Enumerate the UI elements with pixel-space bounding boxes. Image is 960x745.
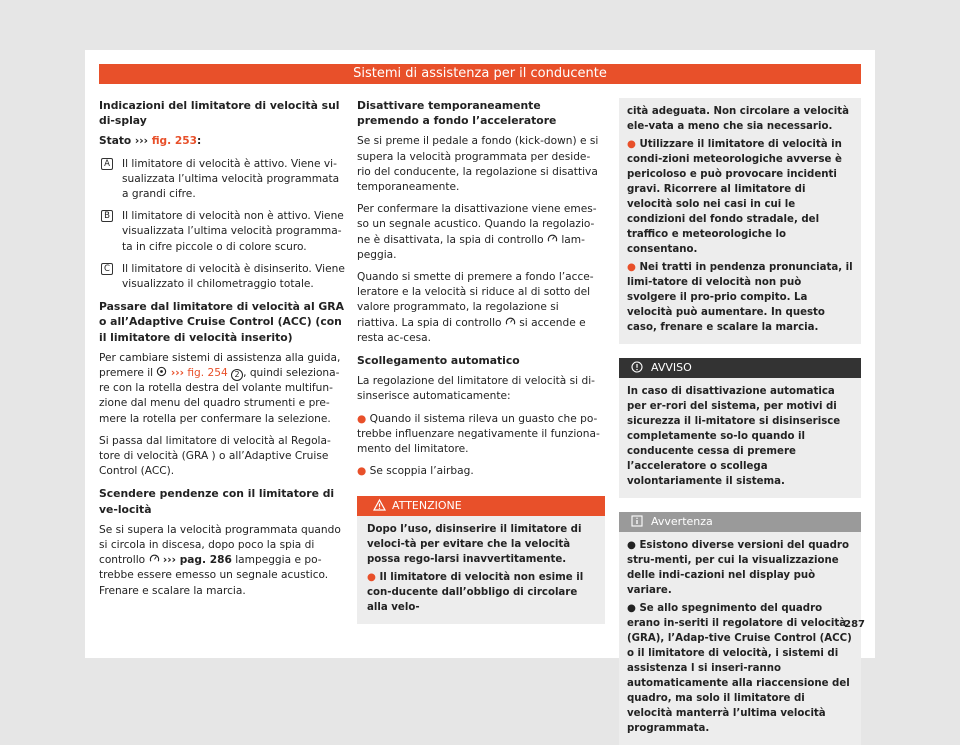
section-heading-switch: Passare dal limitatore di velocità al GRA o all’Adaptive Cruise Control (ACC) (con il limitatore di velocità inserito) [99,300,344,344]
paragraph: Se si preme il pedale a fondo (kick-down) e si supera la velocità programmata per deside-rio del conducente, la regolazione si disattiva temporaneamente. [357,135,599,194]
page-number: 287 [844,619,865,630]
bullet-icon: ● [627,603,636,614]
avviso-box [619,358,861,498]
warning-triangle-icon [373,499,386,511]
section-heading-downhill: Scendere pendenze con il limitatore di ve-locità [99,487,335,516]
list-item: A Il limitatore di velocità è attivo. Viene vi-sualizzata l’ultima velocità programmata a grandi cifre. [99,157,345,203]
paragraph: La regolazione del limitatore di velocità si di-sinserisce automaticamente: [357,375,595,403]
warning-body: Dopo l’uso, disinserire il limitatore di veloci-tà per evitare che la velocità possa rego-larsi inavvertitamente. ● Il limitatore di velocità non esime il con-ducente dall’obbligo di circolare alla velo- [367,524,584,613]
fig-254-link[interactable]: fig. 254 [187,367,228,380]
info-square-icon [631,515,643,527]
paragraph: Per cambiare sistemi di assistenza alla guida, premere il ››› fig. 254 2 , quindi seleziona-re con la rotella destra del volante multifun-zione dal menu del quadro strumenti e pre-mere la rotella per confermare la selezione. [99,351,341,425]
note-header: Avvertenza [619,512,861,532]
arrows: ››› [134,135,148,148]
label-a: A [101,158,113,170]
column-middle [357,98,603,486]
section-heading-auto-off: Scollegamento automatico [357,354,520,368]
speed-limiter-icon [156,366,167,377]
stato-line: Stato ››› fig. 253: [99,135,202,148]
speedometer-icon [547,233,558,244]
warning-header: ATTENZIONE [357,496,605,516]
info-circle-icon [631,361,643,373]
column-left [99,98,345,606]
column-right [619,98,861,745]
bullet-item: ● Se scoppia l’airbag. [357,465,474,478]
bullet-icon: ● [357,412,367,425]
note-body: ● Esistono diverse versioni del quadro stru-menti, per cui la visualizzazione delle indi-cazioni nel display può variare. ● Se allo spegnimento del quadro erano in-seriti il regolatore di velocità (GRA), l’Adap-tive Cruise Control (ACC) o il limitatore di velocità, i sistemi di assistenza l si inseri-ranno automaticamente alla riaccensione del quadro, ma solo il limitatore di velocità manterrà l’ultima velocità programmata. [627,540,852,734]
speedometer-icon [505,316,516,327]
note-box [619,512,861,745]
avviso-header: AVVISO [619,358,861,378]
bullet-icon: ● [627,540,636,551]
bullet-item: ● Quando il sistema rileva un guasto che po-trebbe influenzare negativamente il funziona-mento del limitatore. [357,412,600,456]
label-b: B [101,210,113,222]
callout-number: 2 [231,369,243,381]
manual-page [85,50,875,734]
section-heading-kickdown: Disattivare temporaneamente premendo a fondo l’acceleratore [357,99,557,128]
fig-253-link[interactable]: fig. 253 [151,135,197,148]
warning-continuation: cità adeguata. Non circolare a velocità ele-vata a meno che sia necessario. ● Utilizzare il limitatore di velocità in condi-zioni meteorologiche avverse è pericoloso e può provocare incidenti gravi. Ricorrere al limitatore di velocità solo nei casi in cui le condizioni del fondo stradale, del traffico e meteorologiche lo consentano. ● Nei tratti in pendenza pronunciata, il limi-tatore di velocità non può svolgere il pro-prio compito. La velocità può aumentare. In questo caso, frenare e scalare la marcia. [619,98,861,344]
speedometer-icon [149,553,160,564]
bullet-icon: ● [357,465,367,478]
paragraph: Se si supera la velocità programmata quando si circola in discesa, dopo poco la spia di controllo ››› pag. 286 lampeggia e po-trebbe essere emesso un segnale acustico. Frenare e scalare la marcia. [99,523,341,597]
paragraph: Quando si smette di premere a fondo l’acce-leratore e la velocità si riduce al di sotto del valore programmato, la regolazione si riattiva. La spia di controllo si accende e resta ac-cesa. [357,271,594,344]
page-286-link[interactable]: ››› pag. 286 [162,554,232,567]
list-item: C Il limitatore di velocità è disinserito. Viene visualizzato il chilometraggio totale. [99,262,345,292]
avviso-body: In caso di disattivazione automatica per er-rori del sistema, per motivi di sicurezza il li-mitatore si disinserisce completamente so-lo quando il conducente cessa di premere l’acceleratore o scollega volontariamente il sistema. [627,386,841,487]
bullet-icon: ● [627,262,636,273]
bullet-icon: ● [627,139,636,150]
page-header: Sistemi di assistenza per il conducente [99,64,861,84]
list-item: B Il limitatore di velocità non è attivo. Viene visualizzata l’ultima velocità programma-ta in cifre piccole o di colore scuro. [99,209,345,255]
warning-box [357,496,605,624]
paragraph: Si passa dal limitatore di velocità al Regola-tore di velocità (GRA ) o all’Adaptive Cruise Control (ACC). [99,434,331,478]
label-c: C [101,263,113,275]
bullet-icon: ● [367,572,376,583]
paragraph: Per confermare la disattivazione viene emes-so un segnale acustico. Quando la regolazio-ne è disattivata, la spia di controllo lam-peggia. [357,203,597,261]
section-heading-display: Indicazioni del limitatore di velocità sul di-splay [99,99,340,128]
